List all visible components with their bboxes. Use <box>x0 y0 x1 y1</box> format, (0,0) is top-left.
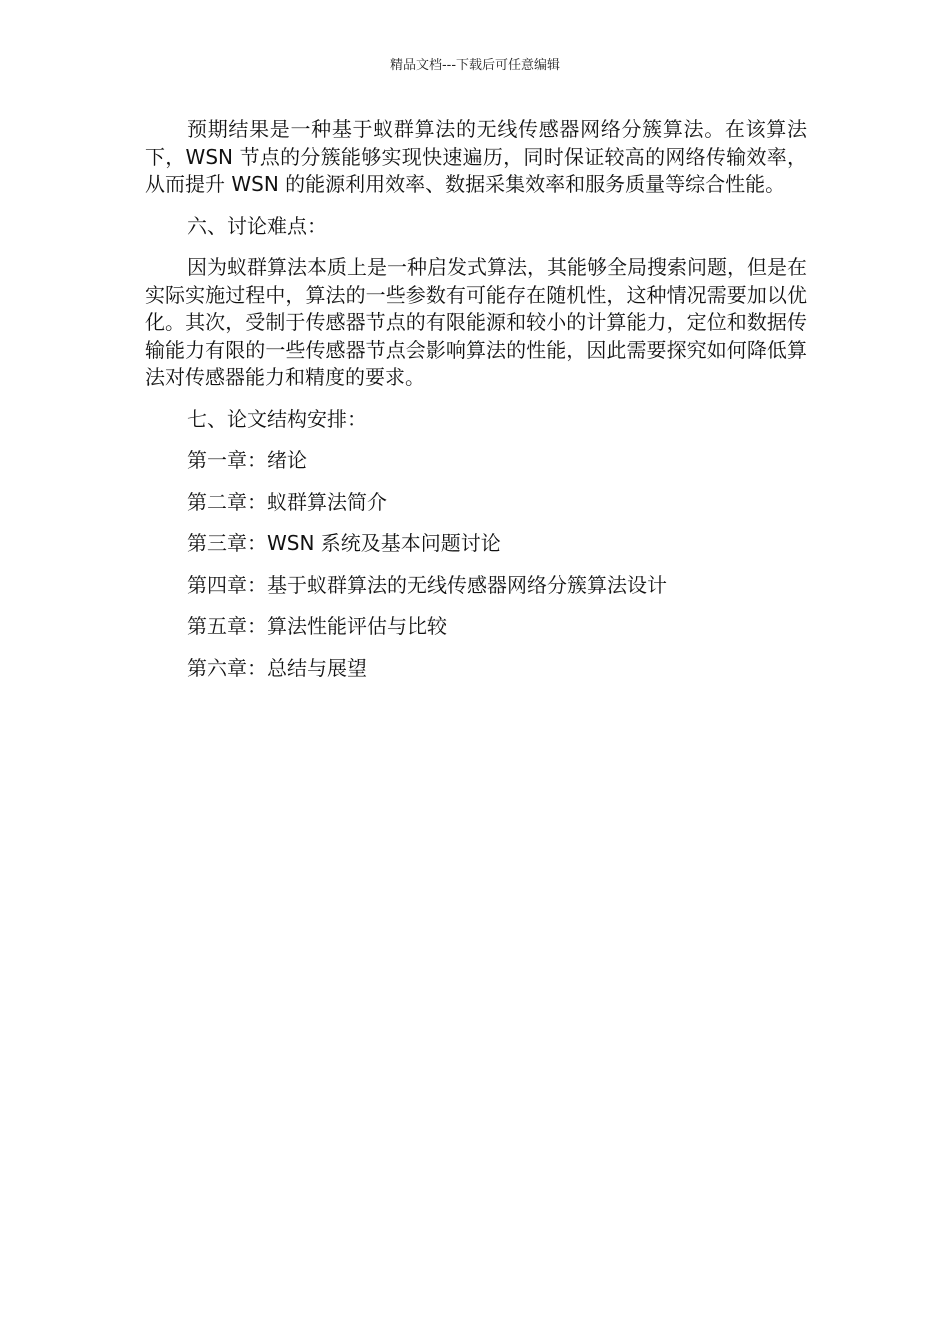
chapter-item-5: 第五章：算法性能评估与比较 <box>187 614 447 638</box>
page-header: 精品文档---下载后可任意编辑 <box>389 58 561 73</box>
chapter-item-4: 第四章：基于蚁群算法的无线传感器网络分簇算法设计 <box>187 572 667 597</box>
chapter-item-6: 第六章：总结与展望 <box>187 655 367 680</box>
expected-result-paragraph: 预期结果是一种基于蚁群算法的无线传感器网络分簇算法。在该算法下，WSN 节点的分簇能够实现快速遍历，同时保证较高的网络传输效率，从而提升 WSN 的能源利用效率、数据采集效率和服务质量等综合性能。 <box>145 117 807 196</box>
structure-heading: 七、论文结构安排： <box>187 406 367 431</box>
discussion-heading: 六、讨论难点： <box>187 213 327 238</box>
discussion-paragraph: 因为蚁群算法本质上是一种启发式算法，其能够全局搜索问题，但是在实际实施过程中，算法的一些参数有可能存在随机性，这种情况需要加以优化。其次，受制于传感器节点的有限能源和较小的计算能力，定位和数据传输能力有限的一些传感器节点会影响算法的性能，因此需要探究如何降低算法对传感器能力和精度的要求。 <box>145 255 807 389</box>
chapter-item-3: 第三章：WSN 系统及基本问题讨论 <box>187 531 501 555</box>
chapter-item-2: 第二章：蚁群算法简介 <box>187 489 387 514</box>
chapter-list <box>145 447 807 682</box>
document-body <box>145 116 807 696</box>
chapter-item-1: 第一章：绪论 <box>187 448 307 472</box>
